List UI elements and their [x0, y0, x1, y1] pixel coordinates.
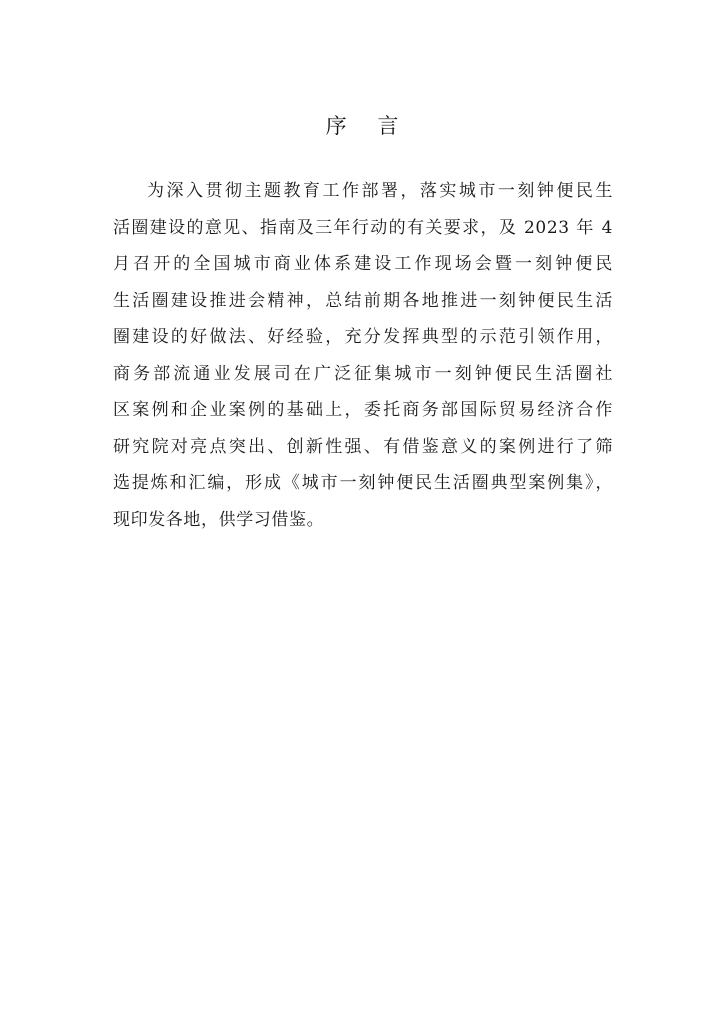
paragraph-line: 商务部流通业发展司在广泛征集城市一刻钟便民生活圈社	[113, 363, 613, 384]
paragraph-line: 选提炼和汇编，形成《城市一刻钟便民生活圈典型案例集》，	[113, 473, 613, 493]
paragraph-line: 月召开的全国城市商业体系建设工作现场会暨一刻钟便民	[113, 254, 613, 274]
paragraph-line: 圈建设的好做法、好经验，充分发挥典型的示范引领作用，	[113, 327, 613, 347]
paragraph-line: 现印发各地，供学习借鉴。	[113, 509, 325, 530]
paragraph-line: 研究院对亮点突出、创新性强、有借鉴意义的案例进行了筛	[113, 436, 613, 457]
paragraph-line: 区案例和企业案例的基础上，委托商务部国际贸易经济合作	[113, 400, 613, 420]
preface-paragraph	[113, 173, 613, 538]
paragraph-line: 为深入贯彻主题教育工作部署，落实城市一刻钟便民生	[147, 181, 613, 201]
paragraph-line: 生活圈建设推进会精神，总结前期各地推进一刻钟便民生活	[113, 290, 613, 311]
page-title: 序 言	[325, 114, 411, 138]
paragraph-line: 活圈建设的意见、指南及三年行动的有关要求，及 2023 年 4	[113, 217, 613, 238]
